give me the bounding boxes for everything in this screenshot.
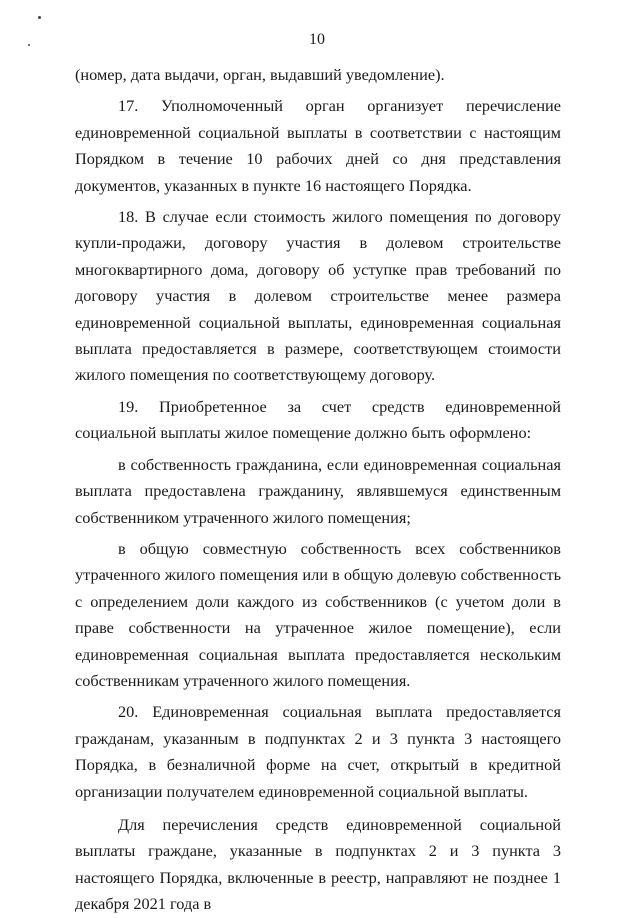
paragraph-19: 19. Приобретенное за счет средств единовременной социальной выплаты жилое помещение должно быть оформлено: — [75, 396, 561, 443]
paragraph-18: 18. В случае если стоимость жилого помещения по договору купли-продажи, договору участия в долевом строительстве многоквартирного дома, договору об уступке прав требований по договору участия в долевом строительстве менее размера единовременной социальной выплаты, единовременная социальная выплата предоставляется в размере, соответствующем стоимости жилого помещения по соответствующему договору. — [75, 207, 561, 385]
paragraph-19-item-1: в собственность гражданина, если единовременная социальная выплата предоставлена гражданину, являвшемуся единственным собственником утраченного жилого помещения; — [75, 454, 561, 527]
paragraph-19-item-2: в общую совместную собственность всех собственников утраченного жилого помещения или в общую долевую собственность с определением доли каждого из собственников (с учетом доли в праве собственности на утраченное жилое помещение), если единовременная социальная выплата предоставляется нескольким собственникам утраченного жилого помещения. — [75, 538, 561, 690]
paragraph-17: 17. Уполномоченный орган организует перечисление единовременной социальной выплаты в соответствии с настоящим Порядком в течение 10 рабочих дней со дня представления документов, указанных в пункте 16 настоящего Порядка. — [75, 96, 561, 195]
paragraph-continuation: (номер, дата выдачи, орган, выдавший уведомление). — [75, 65, 445, 84]
page-number: 10 — [309, 31, 325, 48]
document-body — [75, 62, 561, 918]
paragraph-20: 20. Единовременная социальная выплата предоставляется гражданам, указанным в подпунктах 2 и 3 пункта 3 настоящего Порядка, в безналичной форме на счет, открытый в кредитной организации получателем единовременной социальной выплаты. — [75, 702, 561, 801]
paragraph-20-continuation: Для перечисления средств единовременной социальной выплаты граждане, указанные в подпунктах 2 и 3 пункта 3 настоящего Порядка, включенные в реестр, направляют не позднее 1 декабря 2021 года в — [75, 814, 561, 914]
scan-speck — [38, 16, 41, 19]
